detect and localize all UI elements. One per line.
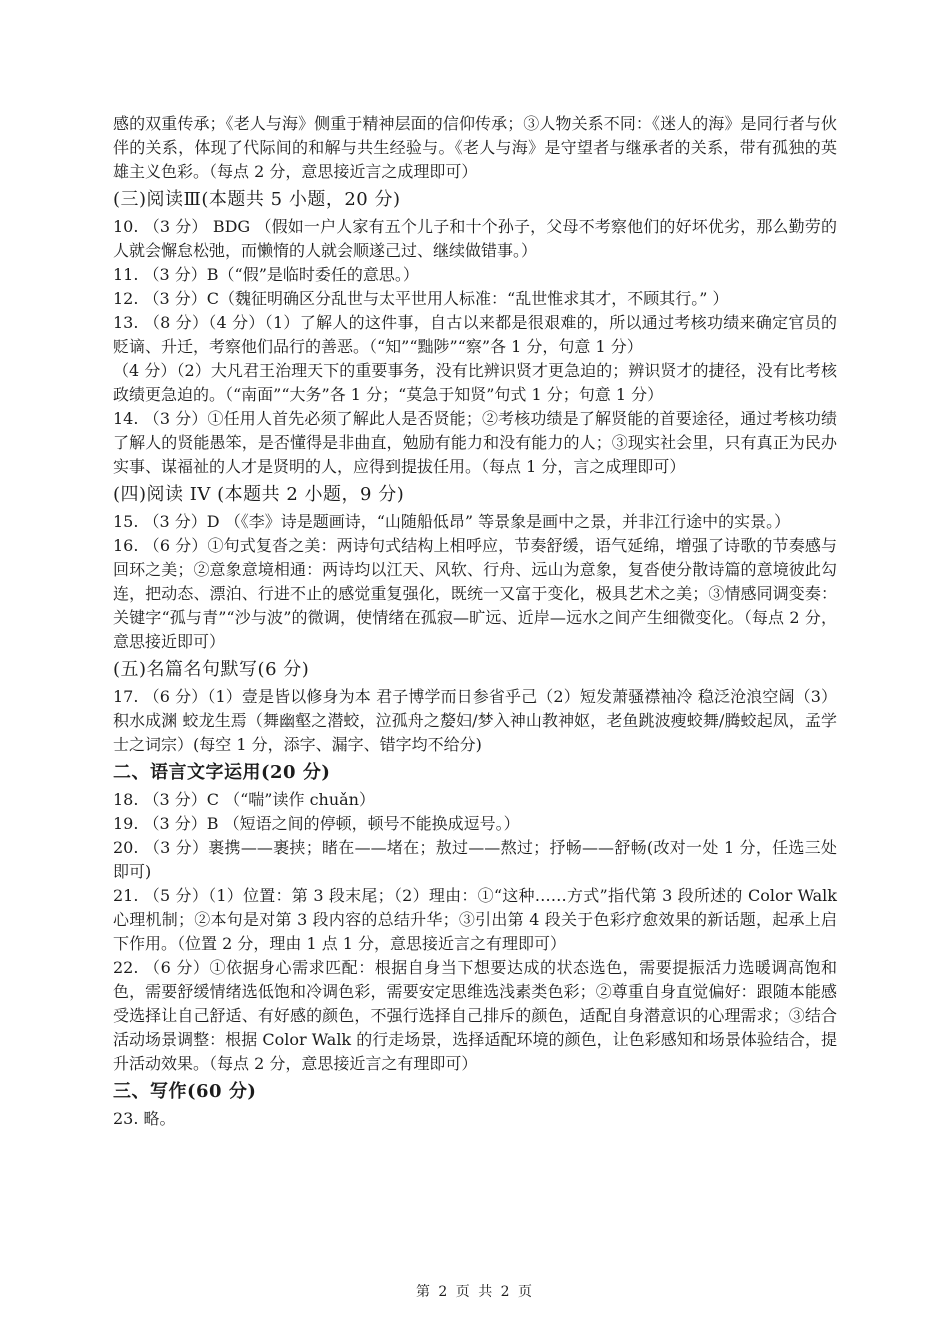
answer-text: （4 分）（2）大凡君王治理天下的重要事务，没有比辨识贤才更急迫的；辨识贤才的捷径，没有比考核政绩更急迫的。（“南面”“大务”各 1 分；“莫急于知贤”句式 1 分；句意 1 分）: [113, 361, 837, 404]
document-body: [113, 112, 837, 1131]
answer-text: 10. （3 分） BDG （假如一户人家有五个儿子和十个孙子，父母不考察他们的好坏优劣，那么勤劳的人就会懈怠松弛，而懒惰的人就会顺遂己过、继续做错事。）: [113, 217, 837, 260]
answer-text: 23. 略。: [113, 1109, 176, 1128]
answer-text: 14. （3 分）①任用人首先必须了解此人是否贤能；②考核功绩是了解贤能的首要途径，通过考核功绩了解人的贤能愚笨，是否懂得是非曲直，勉励有能力和没有能力的人；③现实社会里，只有真正为民办实事、谋福祉的人才是贤明的人，应得到提拔任用。（每点 1 分，言之成理即可）: [113, 409, 837, 476]
answer-text: 21. （5 分）（1）位置：第 3 段末尾；（2）理由：①“这种……方式”指代第 3 段所述的 Color Walk 心理机制；②本句是对第 3 段内容的总结升华；③引出第 4 段关于色彩疗愈效果的新话题，起承上启下作用。（位置 2 分，理由 1 点 1 分，意思接近言之有理即可）: [113, 886, 837, 953]
part-heading: 三、写作(60 分): [113, 1081, 257, 1102]
section-heading: (四)阅读 IV (本题共 2 小题，9 分): [113, 484, 405, 505]
answer-text: 16. （6 分）①句式复沓之美：两诗句式结构上相呼应，节奏舒缓，语气延绵，增强了诗歌的节奏感与回环之美；②意象意境相通：两诗均以江天、风软、行舟、远山为意象，复沓使分散诗篇的意境彼此勾连，把动态、漂泊、行进不止的感觉重复强化，既统一又富于变化，极具艺术之美；③情感同调变奏：关键字“孤与青”“沙与波”的微调，使情绪在孤寂—旷远、近岸—远水之间产生细微变化。（每点 2 分，意思接近即可）: [113, 536, 837, 651]
answer-text: 12. （3 分）C（魏征明确区分乱世与太平世用人标准：“乱世惟求其才，不顾其行。” ）: [113, 289, 729, 308]
answer-text: 15. （3 分）D （《李》诗是题画诗，“山随船低昂” 等景象是画中之景，并非江行途中的实景。）: [113, 512, 791, 531]
section-heading: (五)名篇名句默写(6 分): [113, 659, 310, 680]
answer-text: 13. （8 分）（4 分）（1）了解人的这件事，自古以来都是很艰难的，所以通过考核功绩来确定官员的贬谪、升迁，考察他们品行的善恶。（“知”“黜陟”“察”各 1 分，句意 1 分）: [113, 313, 837, 356]
answer-text: 17. （6 分）（1）壹是皆以修身为本 君子博学而日参省乎己（2）短发萧骚襟袖冷 稳泛沧浪空阔（3）积水成渊 蛟龙生焉（舞幽壑之潜蛟，泣孤舟之嫠妇/梦入神山教神妪，老鱼跳波瘦蛟舞/腾蛟起凤，孟学士之词宗）(每空 1 分，添字、漏字、错字均不给分): [113, 687, 837, 754]
answer-text: 11. （3 分）B（“假”是临时委任的意思。）: [113, 265, 419, 284]
answer-text: 感的双重传承；《老人与海》侧重于精神层面的信仰传承；③人物关系不同：《迷人的海》是同行者与伙伴的关系，体现了代际间的和解与共生经验与。《老人与海》是守望者与继承者的关系，带有孤独的英雄主义色彩。（每点 2 分，意思接近言之成理即可）: [113, 114, 837, 181]
answer-text: 18. （3 分）C （“喘”读作 chuǎn）: [113, 790, 375, 809]
part-heading: 二、语言文字运用(20 分): [113, 762, 331, 783]
answer-text: 20. （3 分）裹携——裹挟；睹在——堵在；敖过——熬过；抒畅——舒畅(改对一处 1 分，任选三处即可): [113, 838, 837, 881]
section-heading: (三)阅读Ⅲ(本题共 5 小题，20 分): [113, 189, 401, 210]
answer-text: 19. （3 分）B （短语之间的停顿，顿号不能换成逗号。）: [113, 814, 520, 833]
page-number: 第 2 页 共 2 页: [415, 1284, 535, 1300]
answer-text: 22. （6 分）①依据身心需求匹配：根据自身当下想要达成的状态选色，需要提振活力选暖调高饱和色，需要舒缓情绪选低饱和冷调色彩，需要安定思维选浅素类色彩；②尊重自身直觉偏好：跟随本能感受选择让自己舒适、有好感的颜色，不强行选择自己排斥的颜色，适配自身潜意识的心理需求；③结合活动场景调整：根据 Color Walk 的行走场景，选择适配环境的颜色，让色彩感知和场景体验结合，提升活动效果。（每点 2 分，意思接近言之有理即可）: [113, 958, 837, 1073]
